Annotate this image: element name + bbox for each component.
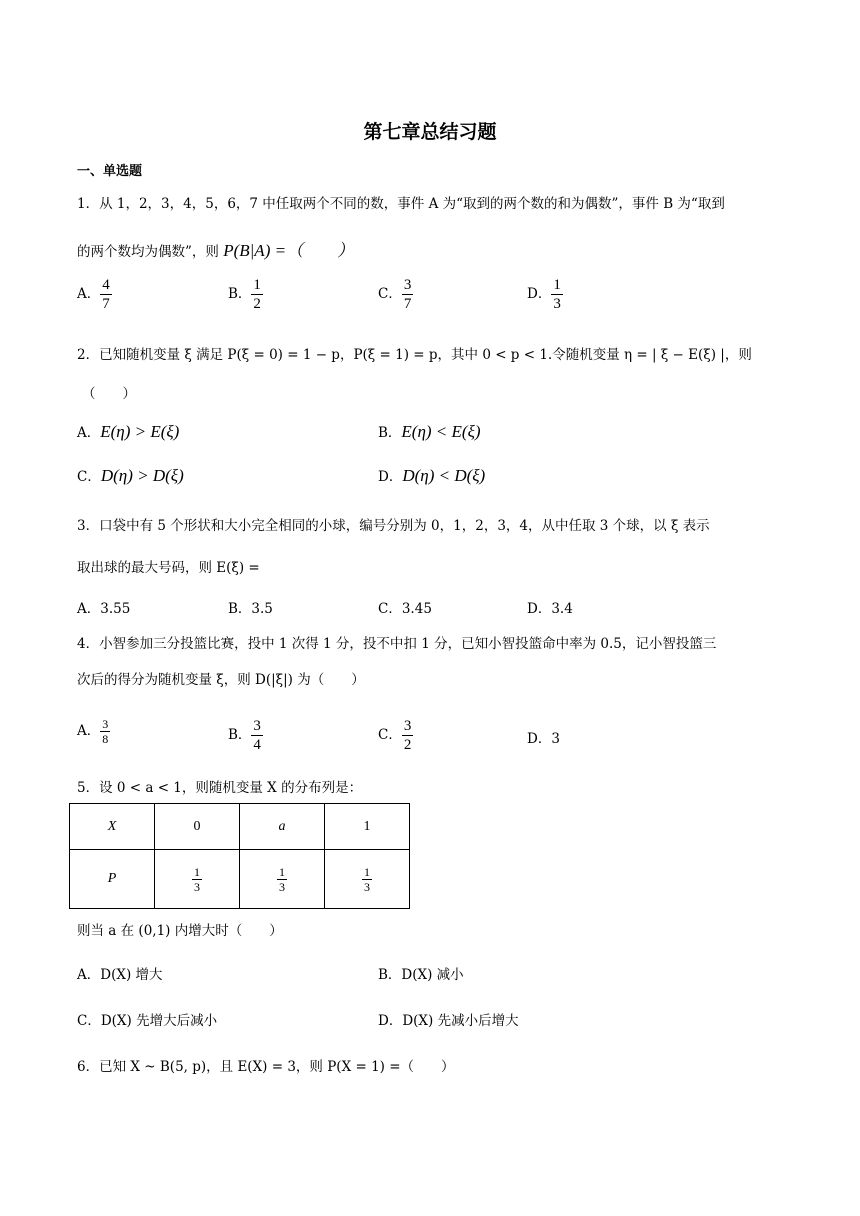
fraction: $\frac{1}{3}$	[364, 864, 370, 894]
question-2-line-2: （ ）	[82, 386, 136, 402]
table-cell: a	[240, 804, 325, 850]
distribution-table	[69, 803, 410, 909]
question-1-line-1: 1．从 1，2，3，4，5，6，7 中任取两个不同的数，事件 A 为“取到的两个数的和为偶数”，事件 B 为“取到	[77, 196, 725, 212]
q4-option-b[interactable]: B． $\frac{3}{4}$	[228, 718, 261, 753]
fraction: $\frac{1}{3}$	[553, 277, 561, 312]
question-3-line-1: 3．口袋中有 5 个形状和大小完全相同的小球，编号分别为 0，1，2，3，4，从中任取 3 个球，以 ξ 表示	[77, 518, 710, 534]
q1-option-d[interactable]: D． $\frac{1}{3}$	[527, 277, 561, 312]
table-cell: 0	[155, 804, 240, 850]
table-cell: 1	[325, 804, 410, 850]
fraction: $\frac{1}{2}$	[253, 277, 261, 312]
question-3-line-2: 取出球的最大号码，则 E(ξ) =	[77, 560, 260, 576]
q1-option-c[interactable]: C． $\frac{3}{7}$	[378, 277, 412, 312]
q2-option-d[interactable]: D．D(η) < D(ξ)	[378, 466, 486, 485]
q3-option-a[interactable]: A．3.55	[77, 601, 131, 617]
section-heading: 一、单选题	[77, 164, 143, 179]
q4-option-c[interactable]: C． $\frac{3}{2}$	[378, 718, 412, 753]
question-4-line-1: 4．小智参加三分投篮比赛，投中 1 次得 1 分，投不中扣 1 分，已知小智投篮命中率为 0.5，记小智投篮三	[77, 636, 717, 652]
q5-option-c[interactable]: C．D(X) 先增大后减小	[77, 1013, 218, 1029]
q1-option-a[interactable]: A． $\frac{4}{7}$	[77, 277, 110, 312]
fraction: $\frac{3}{4}$	[253, 718, 261, 753]
question-5-line-1: 5．设 0 < a < 1，则随机变量 X 的分布列是：	[77, 780, 363, 796]
fraction: $\frac{3}{2}$	[403, 718, 412, 753]
q5-option-d[interactable]: D．D(X) 先减小后增大	[378, 1013, 519, 1029]
page-title: 第七章总结习题	[363, 121, 497, 143]
table-cell	[155, 850, 240, 909]
question-1-line-2-math: P(B|A) =（ ）	[223, 241, 355, 260]
q2-option-b[interactable]: B．E(η) < E(ξ)	[378, 422, 481, 441]
question-6-line-1: 6．已知 X ~ B(5, p)，且 E(X) = 3，则 P(X = 1) =（ ）	[77, 1059, 455, 1075]
q3-option-b[interactable]: B．3.5	[228, 601, 273, 617]
fraction: $\frac{3}{7}$	[403, 277, 412, 312]
fraction: $\frac{3}{8}$	[102, 717, 109, 746]
table-cell	[325, 850, 410, 909]
q2-option-c[interactable]: C．D(η) > D(ξ)	[77, 466, 184, 485]
q2-option-a[interactable]: A．E(η) > E(ξ)	[77, 422, 180, 441]
question-1-line-2-text: 的两个数均为偶数”，则	[77, 244, 219, 260]
question-2-line-1: 2．已知随机变量 ξ 满足 P(ξ = 0) = 1 − p，P(ξ = 1) = p，其中 0 < p < 1.令随机变量 η = | ξ − E(ξ) |，则	[77, 347, 752, 363]
table-cell	[240, 850, 325, 909]
fraction: $\frac{4}{7}$	[102, 277, 110, 312]
fraction: $\frac{1}{3}$	[279, 864, 285, 894]
question-4-line-2: 次后的得分为随机变量 ξ，则 D(|ξ|) 为（ ）	[77, 672, 365, 688]
q3-option-c[interactable]: C．3.45	[378, 601, 432, 617]
question-5-line-2: 则当 a 在 (0,1) 内增大时（ ）	[77, 923, 283, 939]
q5-option-a[interactable]: A．D(X) 增大	[77, 967, 163, 983]
q3-option-d[interactable]: D．3.4	[527, 601, 573, 617]
q1-option-b[interactable]: B． $\frac{1}{2}$	[228, 277, 261, 312]
q4-option-a[interactable]: A． $\frac{3}{8}$	[77, 717, 109, 746]
question-1-line-2	[77, 236, 354, 261]
table-cell: P	[70, 850, 155, 909]
q4-option-d[interactable]: D．3	[527, 731, 560, 747]
fraction: $\frac{1}{3}$	[194, 864, 200, 894]
q5-option-b[interactable]: B．D(X) 减小	[378, 967, 464, 983]
table-cell: X	[70, 804, 155, 850]
